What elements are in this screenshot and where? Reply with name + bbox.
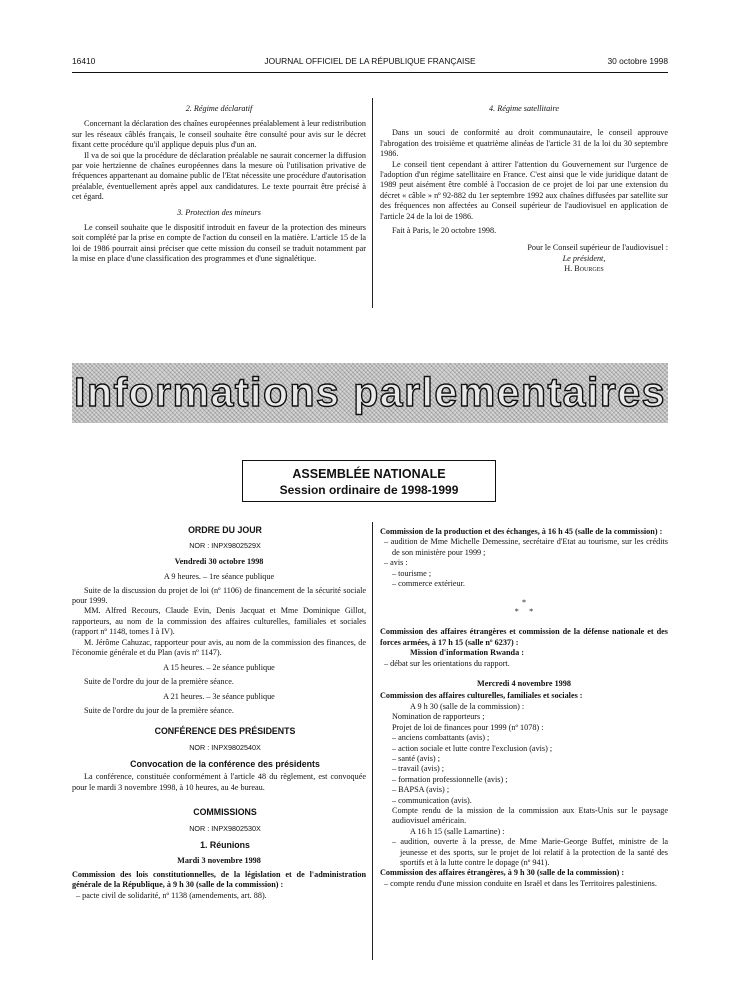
agenda-subitem: – commerce extérieur. [392,579,465,589]
session-time: A 21 heures. – 3e séance publique [163,692,275,702]
bottom-left-column [72,525,366,901]
signature-title: Le président, [562,253,606,263]
meetings-heading: 1. Réunions [200,839,250,850]
commission-name: Commission des affaires étrangères, à 9 h 30 (salle de la commission) : [380,868,625,878]
agenda-heading: ORDRE DU JOUR [188,525,262,535]
paragraph: MM. Alfred Recours, Claude Evin, Denis Jacquat et Mme Dominique Gillot, rapporteurs, au nom de la commission des affaires culturelles, familiales et sociales (rapport nº 1148, tomes I à IV). [72,606,366,637]
paragraph: Il va de soi que la procédure de déclaration préalable ne saurait concerner la diffusion par voie hertzienne de chaînes européennes dans la mesure où l'utilisation privative de fréquences appartenant au domaine public de l'Etat nécessite une procédure d'autorisation préalable, éventuellement après appel aux candidatures. Le texte pourrait être précisé à cet égard. [72,150,366,202]
signature-place-date: Fait à Paris, le 20 octobre 1998. [392,226,497,236]
paragraph: Le conseil souhaite que le dispositif introduit en faveur de la protection des mineurs soit complété par la prise en compte de l'action du conseil en la matière. L'article 15 de la loi de 1986 pourrait ainsi préciser que cette mission du conseil se traduit notamment par la mise en place d'une classification des programmes et d'une signalétique. [72,223,366,264]
commission-name: Commission de la production et des échanges, à 16 h 45 (salle de la commission) : [380,527,663,536]
paragraph: Le conseil tient cependant à attirer l'attention du Gouvernement sur l'urgence de l'adoption d'un régime satellitaire en France. C'est ainsi que le vide juridique datant de 1989 peut aisément être comblé à l'occasion de ce projet de loi par une extension du décret « câble » nº 92-882 du 1er septembre 1992 aux chaînes diffusées par satellite sur des fréquences non affectées au Conseil supérieur de l'audiovisuel en application de l'article 24 de la loi de 1986. [380,159,668,221]
budget-item: – travail (avis) ; [392,764,445,774]
section-heading: 4. Régime satellitaire [489,104,559,113]
section-heading: 2. Régime déclaratif [185,104,253,113]
convocation-heading: Convocation de la conférence des présidents [130,758,320,769]
date-heading: Mardi 3 novembre 1998 [177,856,261,866]
separator-stars: * * [514,607,534,617]
budget-item: – action sociale et lutte contre l'exclusion (avis) ; [392,743,553,753]
agenda-line: Projet de loi de finances pour 1999 (nº 1078) : [392,722,544,732]
budget-item: – BAPSA (avis) ; [392,785,450,795]
assembly-name: ASSEMBLÉE NATIONALE [292,467,446,481]
session-name: Session ordinaire de 1998-1999 [279,483,459,497]
paragraph: Concernant la déclaration des chaînes européennes préalablement à leur redistribution sur les réseaux câblés français, le conseil souhaite être consulté pour avis sur le décret fixant cette procédure qu'il applique depuis plus d'un an. [72,119,366,150]
nor-reference: NOR : INPX9802540X [189,742,261,752]
agenda-item: – audition, ouverte à la presse, de Mme Marie-George Buffet, ministre de la jeunesse et des sports, sur le projet de loi relatif à la protection de la santé des sportifs et à la lutte contre le dopage (nº 941). [392,837,668,867]
bottom-right-column [380,527,668,889]
commission-name: Commission des affaires culturelles, familiales et sociales : [380,691,583,701]
agenda-item: – débat sur les orientations du rapport. [384,658,510,668]
budget-item: – formation professionnelle (avis) ; [392,774,508,784]
paragraph: Suite de l'ordre du jour de la première séance. [84,676,234,686]
date-heading: Mercredi 4 novembre 1998 [477,679,571,689]
session-time: A 15 heures. – 2e séance publique [163,663,275,673]
signature-name: H. Bourges [564,264,604,274]
conference-heading: CONFÉRENCE DES PRÉSIDENTS [154,726,296,737]
top-left-column [72,104,366,265]
signature-authority: Pour le Conseil supérieur de l'audiovisuel : [527,243,668,253]
paragraph: Dans un souci de conformité au droit communautaire, le conseil approuve l'abrogation des troisième et quatrième alinéas de l'article 31 de la loi du 30 septembre 1986. [380,128,668,159]
journal-title: JOURNAL OFFICIEL DE LA RÉPUBLIQUE FRANÇAISE [264,56,476,66]
paragraph: Suite de la discussion du projet de loi (nº 1106) de financement de la sécurité sociale pour 1999. [72,585,366,606]
issue-date: 30 octobre 1998 [607,56,668,66]
agenda-item: – avis : [384,558,408,568]
commission-name: Commission des lois constitutionnelles, de la législation et de l'administration générale de la République, à 9 h 30 (salle de la commission) : [72,869,366,890]
section-banner [72,363,668,423]
session-time: A 16 h 15 (salle Lamartine) : [410,826,505,836]
commissions-heading: COMMISSIONS [193,807,257,818]
agenda-item: – audition de Mme Michelle Demessine, secrétaire d'Etat au tourisme, sur les crédits de son ministère pour 1999 ; [384,537,668,557]
budget-items-list [380,733,668,806]
paragraph: La conférence, constituée conformément à l'article 48 du règlement, est convoquée pour le mardi 3 novembre 1998, à 10 heures, au 4e bureau. [72,772,366,792]
banner-title: Informations parlementaires [74,369,666,415]
agenda-subitem: – tourisme ; [392,568,432,578]
commission-name: Commission des affaires étrangères et commission de la défense nationale et des forces armées, à 17 h 15 (salle nº 6237) : [380,627,668,647]
agenda-line: Nomination de rapporteurs ; [392,712,485,722]
nor-reference: NOR : INPX9802530X [189,823,261,833]
mission-name: Mission d'information Rwanda : [410,648,524,658]
session-time: A 9 heures. – 1re séance publique [163,572,275,582]
page-number: 16410 [72,56,96,66]
page-header [72,56,668,70]
budget-item: – communication (avis). [392,795,472,805]
assembly-title-box [242,460,496,502]
agenda-item: – pacte civil de solidarité, nº 1138 (amendements, art. 88). [76,890,267,900]
session-time: A 9 h 30 (salle de la commission) : [410,701,525,711]
nor-reference: NOR : INPX9802529X [189,541,261,551]
header-rule [72,72,668,73]
budget-item: – santé (avis) ; [392,753,440,763]
separator-star: * [521,598,527,608]
section-heading: 3. Protection des mineurs [177,207,261,217]
paragraph: Compte rendu de la mission de la commission aux Etats-Unis sur le paysage audiovisuel américain. [392,805,668,826]
column-separator [372,522,373,960]
budget-item: – anciens combattants (avis) ; [392,733,490,743]
date-heading: Vendredi 30 octobre 1998 [174,556,264,566]
top-right-column [380,104,668,275]
agenda-item: – compte rendu d'une mission conduite en Israël et dans les Territoires palestiniens. [384,878,657,888]
column-separator [372,98,373,308]
paragraph: Suite de l'ordre du jour de la première séance. [84,705,234,715]
paragraph: M. Jérôme Cahuzac, rapporteur pour avis, au nom de la commission des finances, de l'économie générale et du Plan (avis nº 1147). [72,637,366,658]
